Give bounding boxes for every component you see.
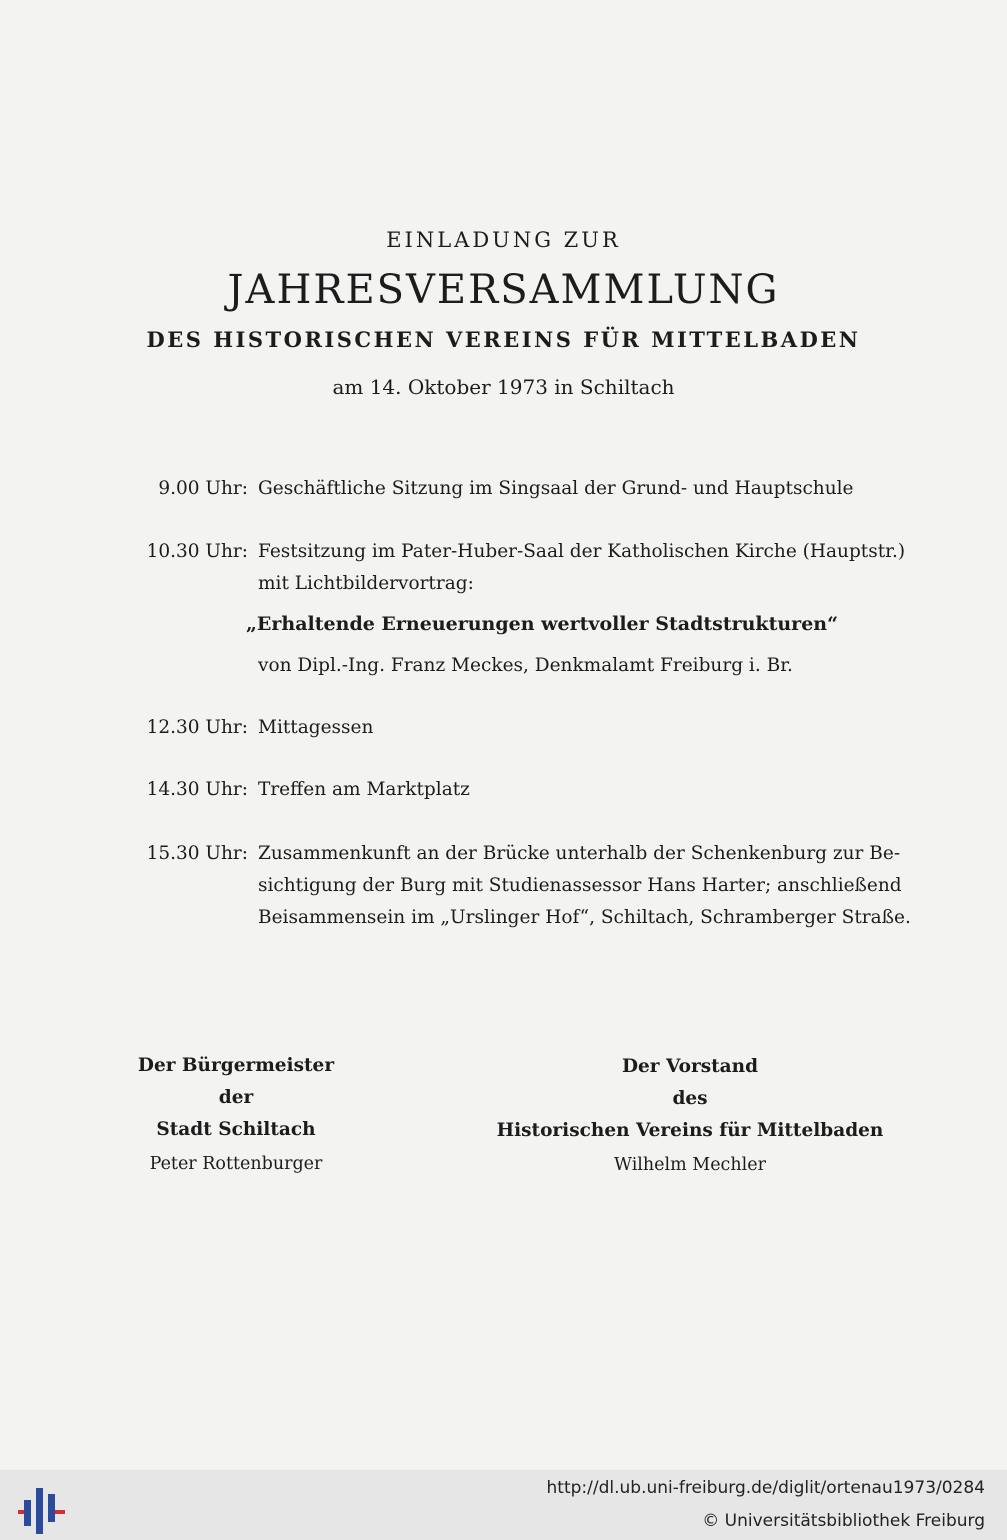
signature-right — [490, 1051, 890, 1175]
signature-name: Peter Rottenburger — [149, 1154, 323, 1174]
signature-line: des — [672, 1088, 708, 1109]
program-time: 10.30 Uhr: — [146, 541, 248, 562]
program-text: Geschäftliche Sitzung im Singsaal der Grund- und Hauptschule — [258, 478, 854, 499]
footer-url[interactable]: http://dl.ub.uni-freiburg.de/diglit/ortenau1973/0284 — [546, 1478, 985, 1498]
lecture-speaker: von Dipl.-Ing. Franz Meckes, Denkmalamt Freiburg i. Br. — [258, 655, 793, 676]
lecture-title: „Erhaltende Erneuerungen wertvoller Stadtstrukturen“ — [246, 613, 839, 635]
signature-name: Wilhelm Mechler — [614, 1155, 766, 1175]
program-text: Beisammensein im „Urslinger Hof“, Schiltach, Schramberger Straße. — [258, 907, 911, 928]
program-text: Treffen am Marktplatz — [258, 779, 470, 800]
signature-line: der — [218, 1087, 254, 1108]
library-logo-icon — [18, 1478, 68, 1534]
page-title: JAHRESVERSAMMLUNG — [227, 267, 780, 313]
program-text: Mittagessen — [258, 717, 374, 738]
program-text: sichtigung der Burg mit Studienassessor Hans Harter; anschließend — [258, 875, 902, 896]
signature-line: Der Bürgermeister — [137, 1055, 335, 1076]
heading-date: am 14. Oktober 1973 in Schiltach — [332, 375, 675, 399]
program-text: mit Lichtbildervortrag: — [258, 573, 474, 594]
heading-subtitle: DES HISTORISCHEN VEREINS FÜR MITTELBADEN — [146, 327, 861, 352]
signature-left — [130, 1050, 342, 1174]
program-text: Zusammenkunft an der Brücke unterhalb der Schenkenburg zur Be- — [258, 843, 901, 864]
program-text: Festsitzung im Pater-Huber-Saal der Katholischen Kirche (Hauptstr.) — [258, 541, 906, 562]
program-time: 14.30 Uhr: — [146, 779, 248, 800]
program-time: 12.30 Uhr: — [146, 717, 248, 738]
signature-line: Historischen Vereins für Mittelbaden — [496, 1120, 884, 1141]
program-time: 9.00 Uhr: — [158, 478, 248, 499]
signature-line: Der Vorstand — [621, 1056, 759, 1077]
footer-copyright: © Universitätsbibliothek Freiburg — [702, 1511, 985, 1531]
signature-line: Stadt Schiltach — [156, 1119, 316, 1140]
heading-pre: EINLADUNG ZUR — [386, 228, 621, 252]
footer-bar — [0, 1470, 1007, 1540]
program-time: 15.30 Uhr: — [146, 843, 248, 864]
